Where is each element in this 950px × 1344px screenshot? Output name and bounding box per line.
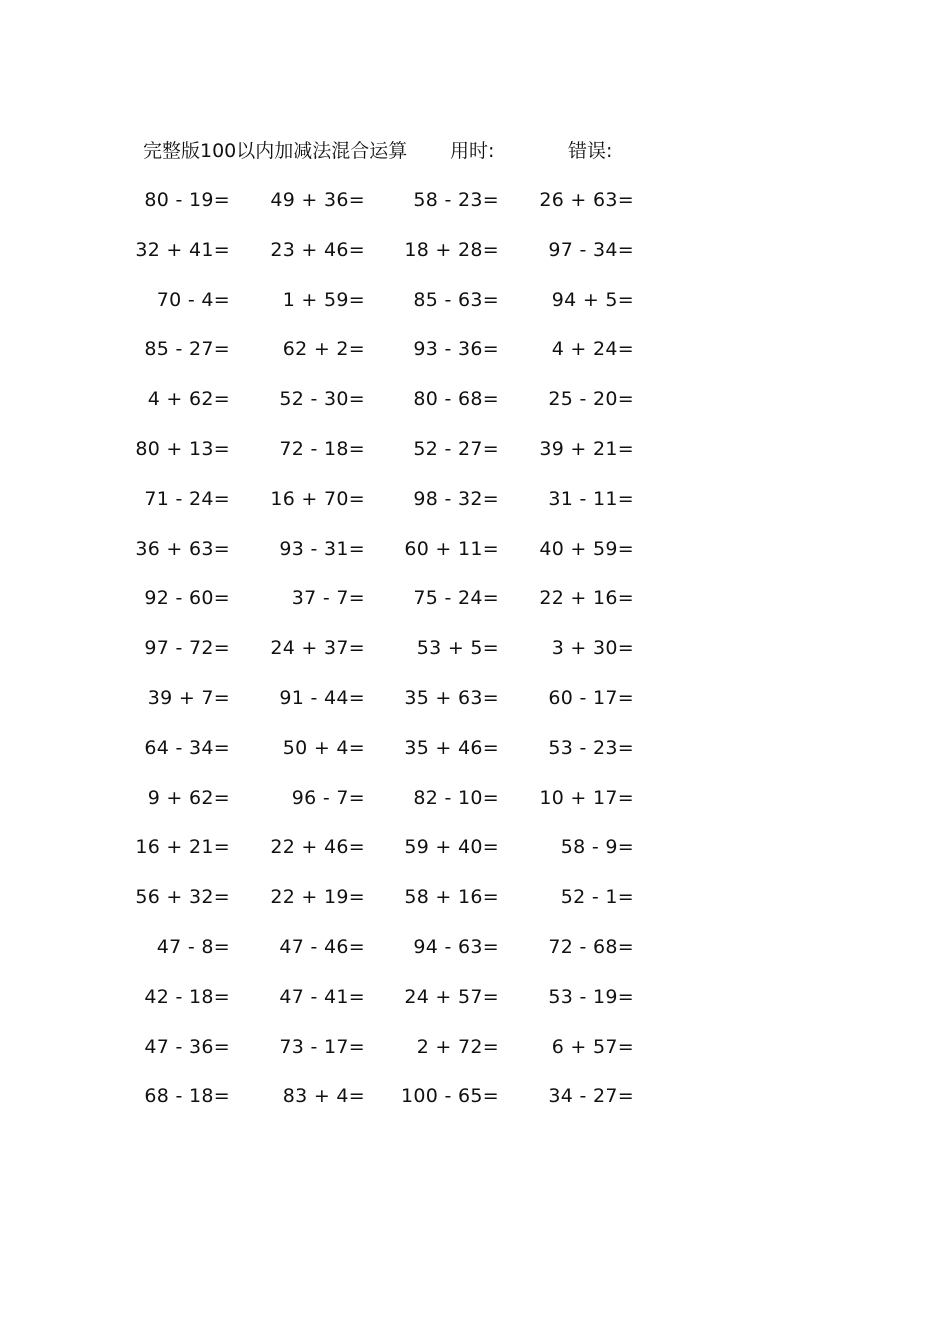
math-problem: 47 - 8= <box>156 935 230 958</box>
math-problem: 9 + 62= <box>147 786 230 809</box>
problem-row <box>0 334 950 384</box>
math-problem: 25 - 20= <box>548 388 634 411</box>
math-problem: 80 - 19= <box>144 189 230 211</box>
math-problem: 62 + 2= <box>282 338 365 361</box>
math-problem: 39 + 21= <box>539 437 634 460</box>
math-problem: 35 + 46= <box>404 736 499 759</box>
math-problem: 68 - 18= <box>144 1085 230 1108</box>
math-problem: 59 + 40= <box>404 836 499 859</box>
math-problem: 53 - 23= <box>548 736 634 759</box>
math-problem: 53 + 5= <box>416 637 499 660</box>
errors-label: 错误: <box>568 140 613 162</box>
math-problem: 18 + 28= <box>404 238 499 261</box>
math-problem: 10 + 17= <box>539 786 634 809</box>
math-problem: 75 - 24= <box>413 587 499 610</box>
math-problem: 70 - 4= <box>156 288 230 311</box>
math-problem: 47 - 46= <box>279 935 365 958</box>
worksheet-title: 完整版100以内加减法混合运算 <box>143 140 408 162</box>
math-problem: 31 - 11= <box>548 487 634 510</box>
problem-row <box>0 783 950 833</box>
problem-grid <box>0 185 950 1131</box>
math-problem: 22 + 19= <box>270 886 365 909</box>
math-problem: 52 - 1= <box>560 886 634 909</box>
math-problem: 97 - 34= <box>548 238 634 261</box>
math-problem: 60 + 11= <box>404 537 499 560</box>
math-problem: 80 + 13= <box>135 437 230 460</box>
math-problem: 98 - 32= <box>413 487 499 510</box>
math-problem: 58 - 9= <box>560 836 634 859</box>
math-problem: 93 - 31= <box>279 537 365 560</box>
math-problem: 42 - 18= <box>144 985 230 1008</box>
math-problem: 3 + 30= <box>551 637 634 660</box>
problem-row <box>0 285 950 335</box>
problem-row <box>0 1081 950 1131</box>
math-problem: 22 + 46= <box>270 836 365 859</box>
math-problem: 82 - 10= <box>413 786 499 809</box>
math-problem: 71 - 24= <box>144 487 230 510</box>
math-problem: 93 - 36= <box>413 338 499 361</box>
math-problem: 6 + 57= <box>551 1035 634 1058</box>
math-problem: 64 - 34= <box>144 736 230 759</box>
time-used-label: 用时: <box>450 140 495 162</box>
worksheet-header <box>0 137 950 165</box>
math-problem: 53 - 19= <box>548 985 634 1008</box>
math-problem: 16 + 21= <box>135 836 230 859</box>
math-problem: 72 - 18= <box>279 437 365 460</box>
math-problem: 58 + 16= <box>404 886 499 909</box>
math-problem: 52 - 27= <box>413 437 499 460</box>
math-problem: 85 - 63= <box>413 288 499 311</box>
math-problem: 56 + 32= <box>135 886 230 909</box>
problem-row <box>0 832 950 882</box>
math-problem: 16 + 70= <box>270 487 365 510</box>
problem-row <box>0 1032 950 1082</box>
math-problem: 60 - 17= <box>548 686 634 709</box>
math-problem: 58 - 23= <box>413 189 499 211</box>
math-problem: 94 + 5= <box>551 288 634 311</box>
problem-row <box>0 982 950 1032</box>
math-problem: 26 + 63= <box>539 189 634 211</box>
problem-row <box>0 733 950 783</box>
math-problem: 92 - 60= <box>144 587 230 610</box>
math-problem: 4 + 62= <box>147 388 230 411</box>
math-problem: 47 - 36= <box>144 1035 230 1058</box>
problem-row <box>0 235 950 285</box>
math-problem: 35 + 63= <box>404 686 499 709</box>
math-problem: 4 + 24= <box>551 338 634 361</box>
math-problem: 85 - 27= <box>144 338 230 361</box>
math-problem: 52 - 30= <box>279 388 365 411</box>
math-problem: 40 + 59= <box>539 537 634 560</box>
problem-row <box>0 384 950 434</box>
math-problem: 50 + 4= <box>282 736 365 759</box>
math-problem: 1 + 59= <box>282 288 365 311</box>
math-problem: 24 + 57= <box>404 985 499 1008</box>
math-problem: 96 - 7= <box>291 786 365 809</box>
math-problem: 23 + 46= <box>270 238 365 261</box>
problem-row <box>0 882 950 932</box>
problem-row <box>0 185 950 235</box>
problem-row <box>0 534 950 584</box>
math-problem: 72 - 68= <box>548 935 634 958</box>
problem-row <box>0 633 950 683</box>
math-problem: 91 - 44= <box>279 686 365 709</box>
math-problem: 83 + 4= <box>282 1085 365 1108</box>
math-problem: 2 + 72= <box>416 1035 499 1058</box>
math-problem: 73 - 17= <box>279 1035 365 1058</box>
math-problem: 34 - 27= <box>548 1085 634 1108</box>
problem-row <box>0 583 950 633</box>
math-problem: 32 + 41= <box>135 238 230 261</box>
math-problem: 100 - 65= <box>401 1085 499 1108</box>
math-problem: 80 - 68= <box>413 388 499 411</box>
math-problem: 49 + 36= <box>270 189 365 211</box>
math-problem: 47 - 41= <box>279 985 365 1008</box>
math-problem: 24 + 37= <box>270 637 365 660</box>
problem-row <box>0 683 950 733</box>
math-problem: 22 + 16= <box>539 587 634 610</box>
math-problem: 97 - 72= <box>144 637 230 660</box>
math-problem: 39 + 7= <box>147 686 230 709</box>
problem-row <box>0 932 950 982</box>
problem-row <box>0 484 950 534</box>
math-problem: 36 + 63= <box>135 537 230 560</box>
math-problem: 37 - 7= <box>291 587 365 610</box>
problem-row <box>0 434 950 484</box>
math-problem: 94 - 63= <box>413 935 499 958</box>
